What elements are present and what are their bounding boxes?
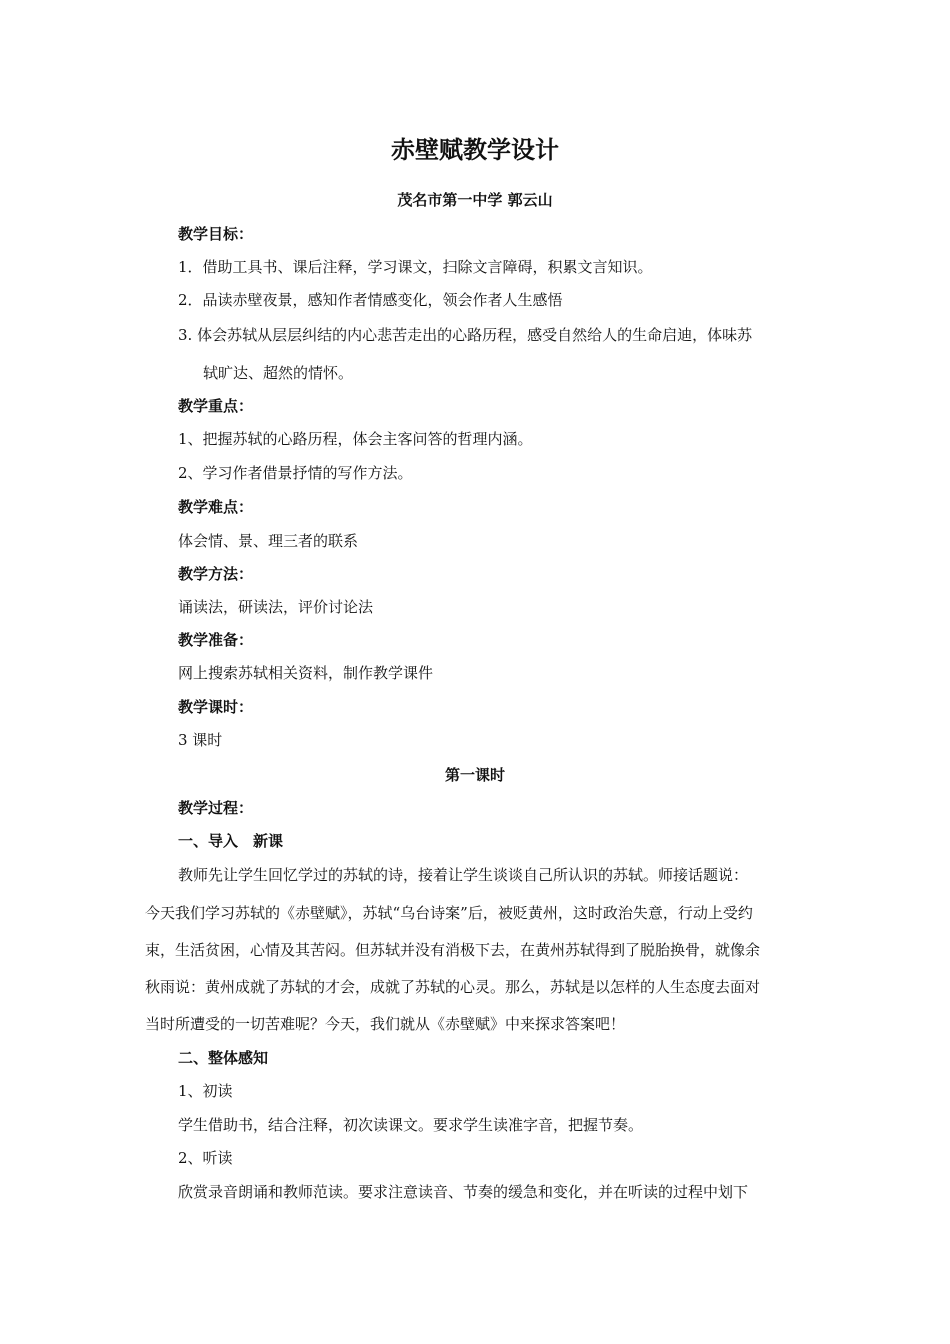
intro-paragraph-line: 束，生活贫困，心情及其苦闷。但苏轼并没有消极下去，在黄州苏轼得到了脱胎换骨，就像余 bbox=[145, 941, 761, 959]
intro-paragraph-line: 当时所遭受的一切苦难呢？今天，我们就从《赤壁赋》中来探求答案吧！ bbox=[145, 1015, 626, 1033]
key-points-heading: 教学重点： bbox=[178, 397, 254, 415]
intro-heading: 一、导入 新课 bbox=[178, 832, 284, 850]
goal-item: 2．品读赤壁夜景，感知作者情感变化，领会作者人生感悟 bbox=[178, 291, 563, 309]
goal-item: 3. 体会苏轼从层层纠结的内心悲苦走出的心路历程，感受自然给人的生命启迪，体味苏 bbox=[178, 326, 753, 344]
process-heading: 教学过程： bbox=[178, 799, 254, 817]
overall-heading: 二、整体感知 bbox=[178, 1049, 269, 1067]
preparation-text: 网上搜索苏轼相关资料，制作教学课件 bbox=[178, 664, 434, 682]
difficulty-text: 体会情、景、理三者的联系 bbox=[178, 532, 359, 550]
step-heading: 1、初读 bbox=[178, 1082, 233, 1100]
step-heading: 2、听读 bbox=[178, 1149, 233, 1167]
goal-item-continued: 轼旷达、超然的情怀。 bbox=[203, 364, 354, 382]
hours-heading: 教学课时： bbox=[178, 698, 254, 716]
document-title: 赤壁赋教学设计 bbox=[391, 135, 559, 164]
step-text: 欣赏录音朗诵和教师范读。要求注意读音、节奏的缓急和变化，并在听读的过程中划下 bbox=[178, 1183, 749, 1201]
goals-heading: 教学目标： bbox=[178, 225, 254, 243]
intro-paragraph-line: 今天我们学习苏轼的《赤壁赋》，苏轼“乌台诗案”后，被贬黄州，这时政治失意，行动上受约 bbox=[145, 904, 753, 922]
key-point-item: 1、把握苏轼的心路历程，体会主客问答的哲理内涵。 bbox=[178, 430, 533, 448]
method-text: 诵读法，研读法，评价讨论法 bbox=[178, 598, 374, 616]
lesson-heading: 第一课时 bbox=[444, 766, 505, 784]
goal-item: 1．借助工具书、课后注释，学习课文，扫除文言障碍，积累文言知识。 bbox=[178, 258, 653, 276]
hours-text: 3 课时 bbox=[178, 731, 223, 749]
step-text: 学生借助书，结合注释，初次读课文。要求学生读准字音，把握节奏。 bbox=[178, 1116, 644, 1134]
intro-paragraph-line: 秋雨说：黄州成就了苏轼的才会，成就了苏轼的心灵。那么，苏轼是以怎样的人生态度去面对 bbox=[145, 978, 761, 996]
author-line: 茂名市第一中学 郭云山 bbox=[397, 191, 553, 209]
difficulty-heading: 教学难点： bbox=[178, 498, 254, 516]
key-point-item: 2、学习作者借景抒情的写作方法。 bbox=[178, 464, 413, 482]
method-heading: 教学方法： bbox=[178, 565, 254, 583]
preparation-heading: 教学准备： bbox=[178, 631, 254, 649]
intro-paragraph-line: 教师先让学生回忆学过的苏轼的诗，接着让学生谈谈自己所认识的苏轼。师接话题说： bbox=[178, 866, 749, 884]
